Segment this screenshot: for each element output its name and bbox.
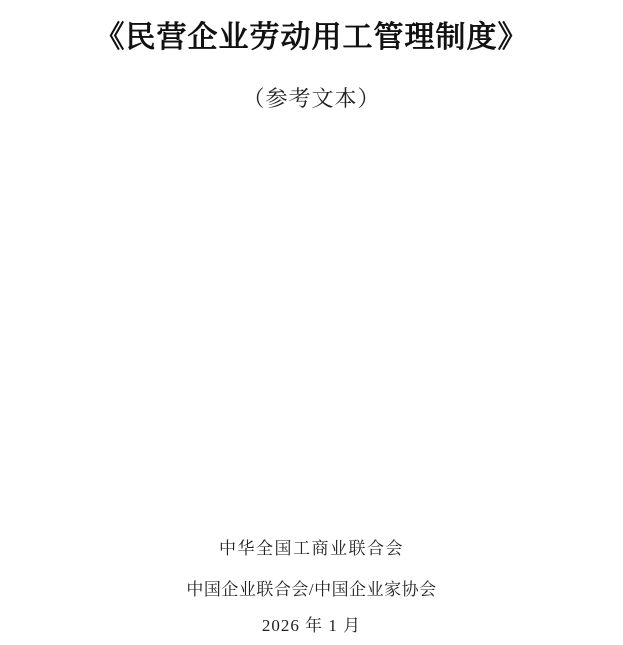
publication-date: 2026 年 1 月 <box>261 616 362 635</box>
document-subtitle: （参考文本） <box>242 86 381 111</box>
document-title: 《民营企业劳动用工管理制度》 <box>94 21 529 54</box>
organization-line-2: 中国企业联合会/中国企业家协会 <box>186 580 437 599</box>
organization-line-1: 中华全国工商业联合会 <box>219 539 404 558</box>
